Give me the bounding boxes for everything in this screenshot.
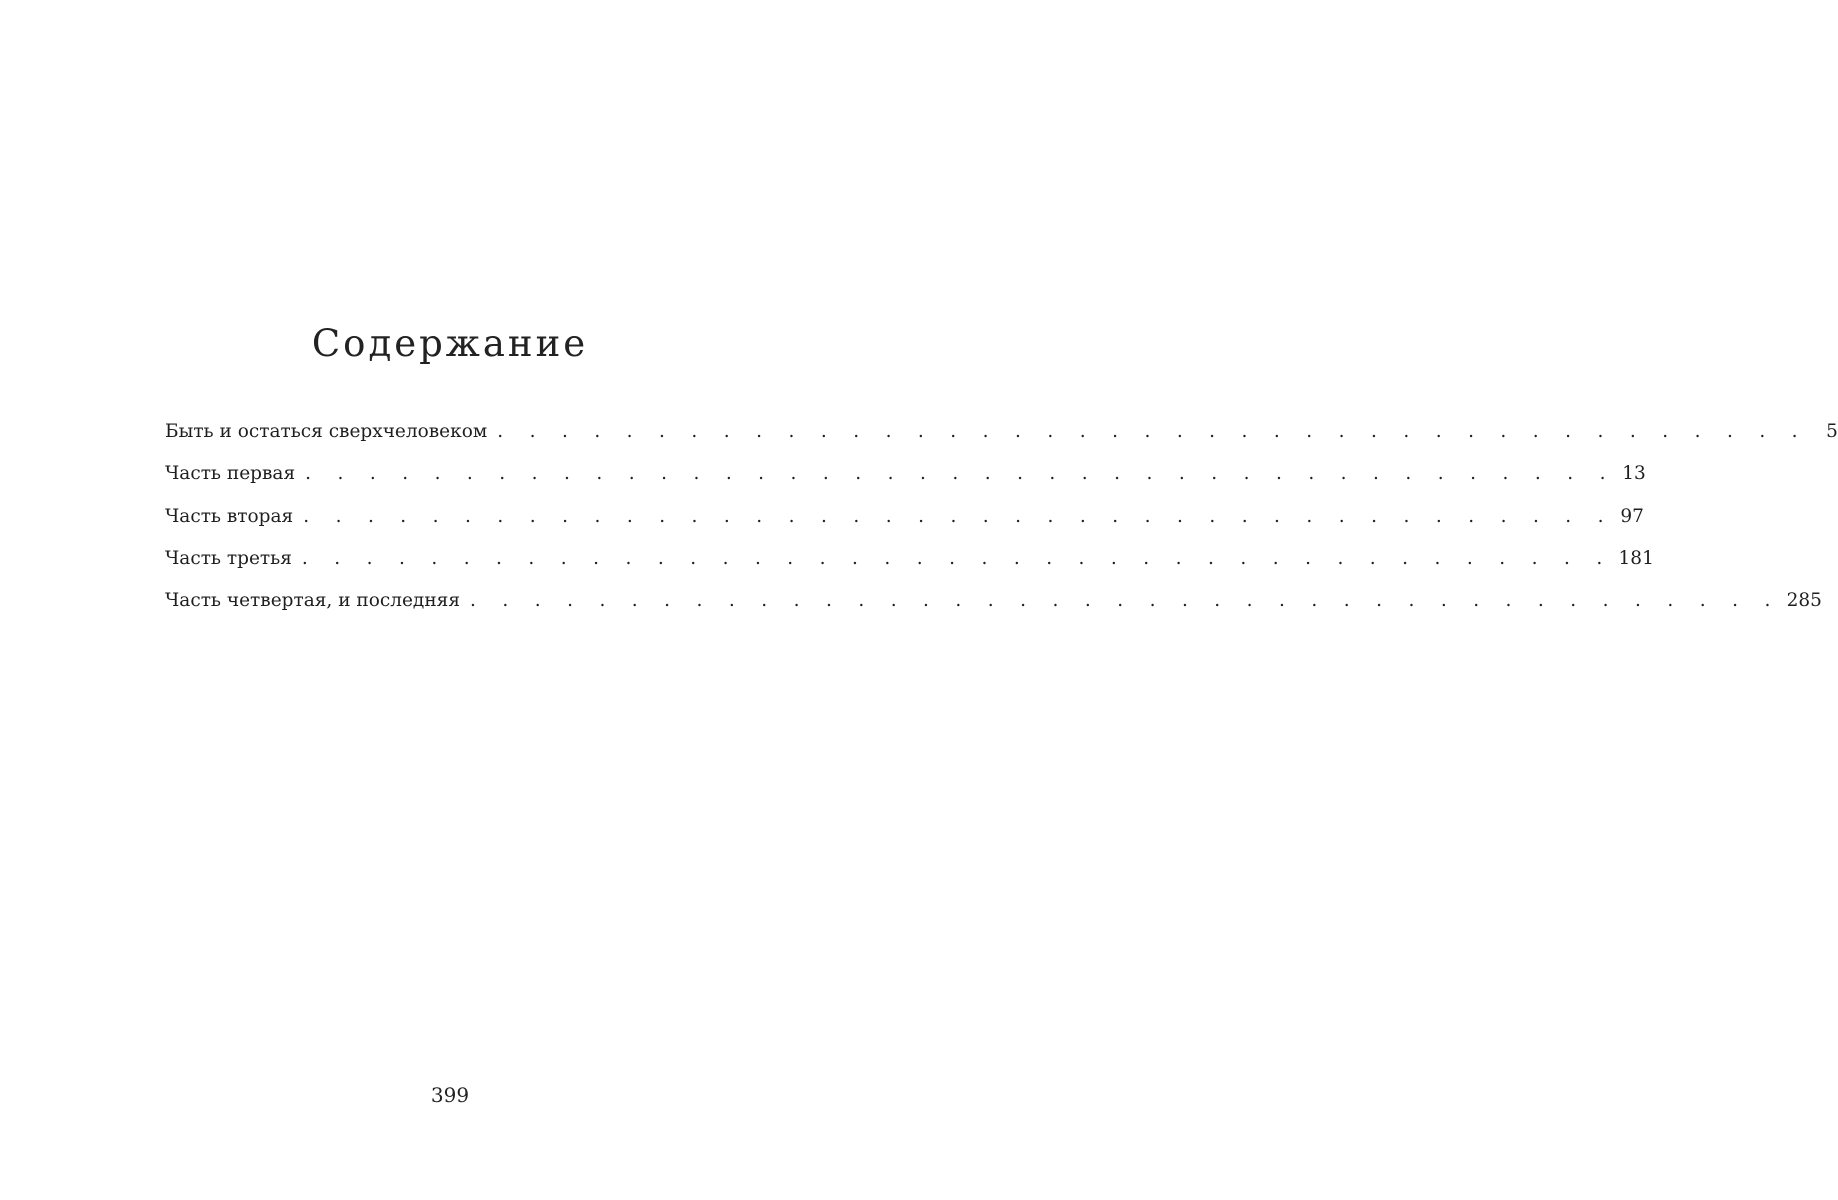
toc-entry[interactable] <box>165 421 1838 463</box>
dot-leader: . . . . . . . . . . . . . . . . . . . . . . . . . . . . . . . . . . . . . . . . . <box>497 421 1808 442</box>
toc-entry-title: Часть четвертая, и последняя <box>165 590 460 612</box>
toc-entry-title: Часть вторая <box>165 505 294 527</box>
toc-entry-page: 181 <box>1618 547 1654 569</box>
page-title: Содержание <box>311 322 589 365</box>
toc-entry-page: 13 <box>1622 463 1646 485</box>
toc-entry[interactable] <box>165 590 1822 632</box>
toc-entry-title: Быть и остаться сверхчеловеком <box>165 421 488 442</box>
toc-entry[interactable] <box>165 463 1646 505</box>
toc-entry[interactable] <box>165 547 1654 590</box>
toc-entry-page: 285 <box>1786 590 1822 612</box>
toc-entry[interactable] <box>165 505 1644 548</box>
dot-leader: . . . . . . . . . . . . . . . . . . . . . . . . . . . . . . . . . . . . . . . . . <box>303 505 1614 527</box>
toc-entry-page: 5 <box>1826 421 1838 442</box>
dot-leader: . . . . . . . . . . . . . . . . . . . . . . . . . . . . . . . . . . . . . . . . . <box>470 590 1781 612</box>
toc-entry-page: 97 <box>1620 505 1644 527</box>
dot-leader: . . . . . . . . . . . . . . . . . . . . . . . . . . . . . . . . . . . . . . . . . <box>301 547 1613 569</box>
toc-entry-title: Часть первая <box>165 463 296 485</box>
toc-entry-title: Часть третья <box>165 547 292 569</box>
dot-leader: . . . . . . . . . . . . . . . . . . . . . . . . . . . . . . . . . . . . . . . . . <box>305 463 1616 485</box>
table-of-contents <box>165 421 1838 632</box>
page-number: 399 <box>430 1083 470 1107</box>
